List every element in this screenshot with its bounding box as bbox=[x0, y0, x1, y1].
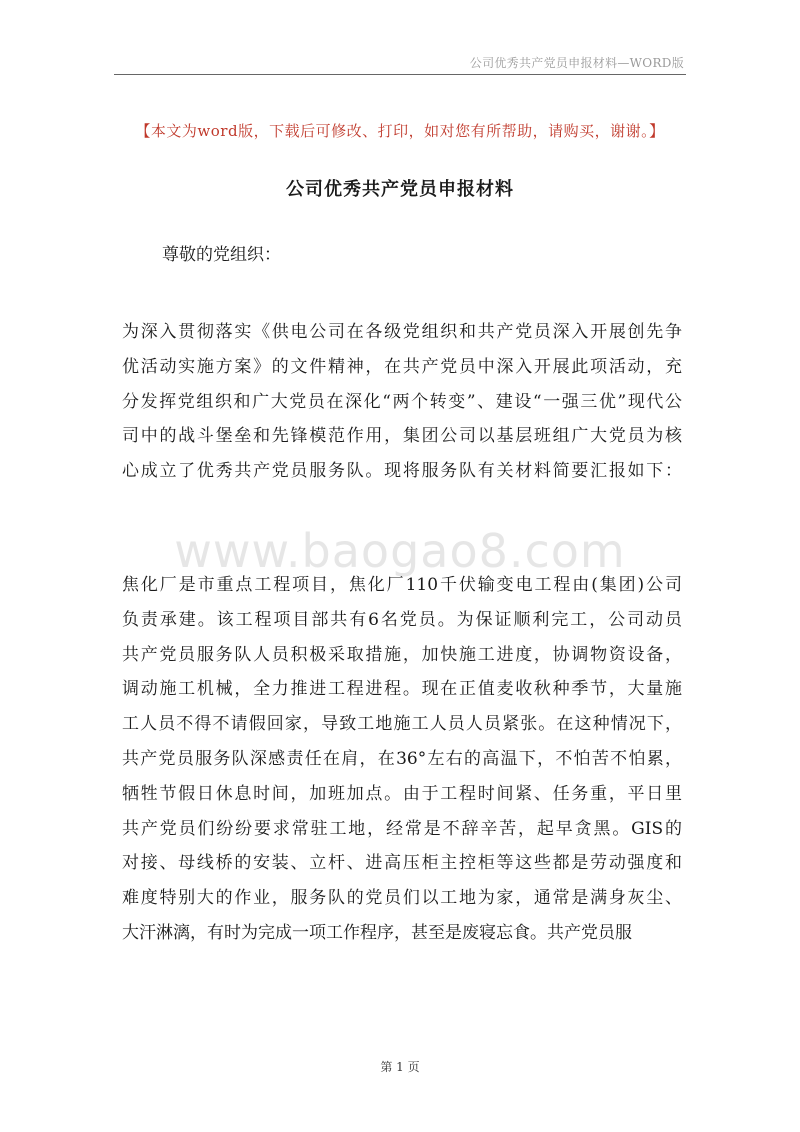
paragraph-line: 对接、母线桥的安装、立杆、进高压柜主控柜等这些都是劳动强度和 bbox=[122, 853, 682, 874]
paragraph-line: 共产党员服务队人员积极采取措施，加快施工进度，协调物资设备， bbox=[122, 644, 682, 665]
document-title: 公司优秀共产党员申报材料 bbox=[286, 179, 514, 200]
paragraph-line: 工人员不得不请假回家，导致工地施工人员人员紧张。在这种情况下， bbox=[122, 714, 682, 735]
paragraph-line: 优活动实施方案》的文件精神，在共产党员中深入开展此项活动，充 bbox=[122, 356, 682, 377]
paragraph-intro bbox=[122, 315, 682, 489]
paragraph-line: 焦化厂是市重点工程项目，焦化厂110千伏输变电工程由(集团)公司 bbox=[122, 575, 682, 595]
header-divider bbox=[114, 74, 686, 75]
paragraph-line: 负责承建。该工程项目部共有6名党员。为保证顺利完工，公司动员 bbox=[122, 609, 682, 630]
download-notice: 【本文为word版，下载后可修改、打印，如对您有所帮助，请购买，谢谢。】 bbox=[135, 122, 665, 140]
paragraph-line: 难度特别大的作业，服务队的党员们以工地为家，通常是满身灰尘、 bbox=[122, 888, 682, 909]
paragraph-line: 大汗淋漓，有时为完成一项工作程序，甚至是废寝忘食。共产党员服 bbox=[122, 922, 632, 943]
salutation: 尊敬的党组织： bbox=[162, 245, 281, 265]
paragraph-line: 牺牲节假日休息时间，加班加点。由于工程时间紧、任务重，平日里 bbox=[122, 783, 682, 804]
paragraph-line: 心成立了优秀共产党员服务队。现将服务队有关材料简要汇报如下： bbox=[122, 461, 682, 482]
page-number: 第 1 页 bbox=[380, 1060, 420, 1074]
running-header: 公司优秀共产党员申报材料—WORD版 bbox=[469, 56, 684, 70]
paragraph-line: 为深入贯彻落实《供电公司在各级党组织和共产党员深入开展创先争 bbox=[122, 322, 682, 342]
paragraph-line: 司中的战斗堡垒和先锋模范作用，集团公司以基层班组广大党员为核 bbox=[122, 426, 682, 447]
paragraph-line: 调动施工机械，全力推进工程进程。现在正值麦收秋种季节，大量施 bbox=[122, 679, 682, 700]
watermark: www.baogao8.com bbox=[174, 524, 626, 578]
paragraph-body bbox=[122, 568, 682, 951]
paragraph-line: 共产党员服务队深感责任在肩，在36°左右的高温下，不怕苦不怕累， bbox=[122, 748, 682, 769]
paragraph-line: 共产党员们纷纷要求常驻工地，经常是不辞辛苦，起早贪黑。GIS的 bbox=[122, 818, 682, 839]
paragraph-line: 分发挥党组织和广大党员在深化“两个转变”、建设“一强三优”现代公 bbox=[122, 391, 682, 412]
